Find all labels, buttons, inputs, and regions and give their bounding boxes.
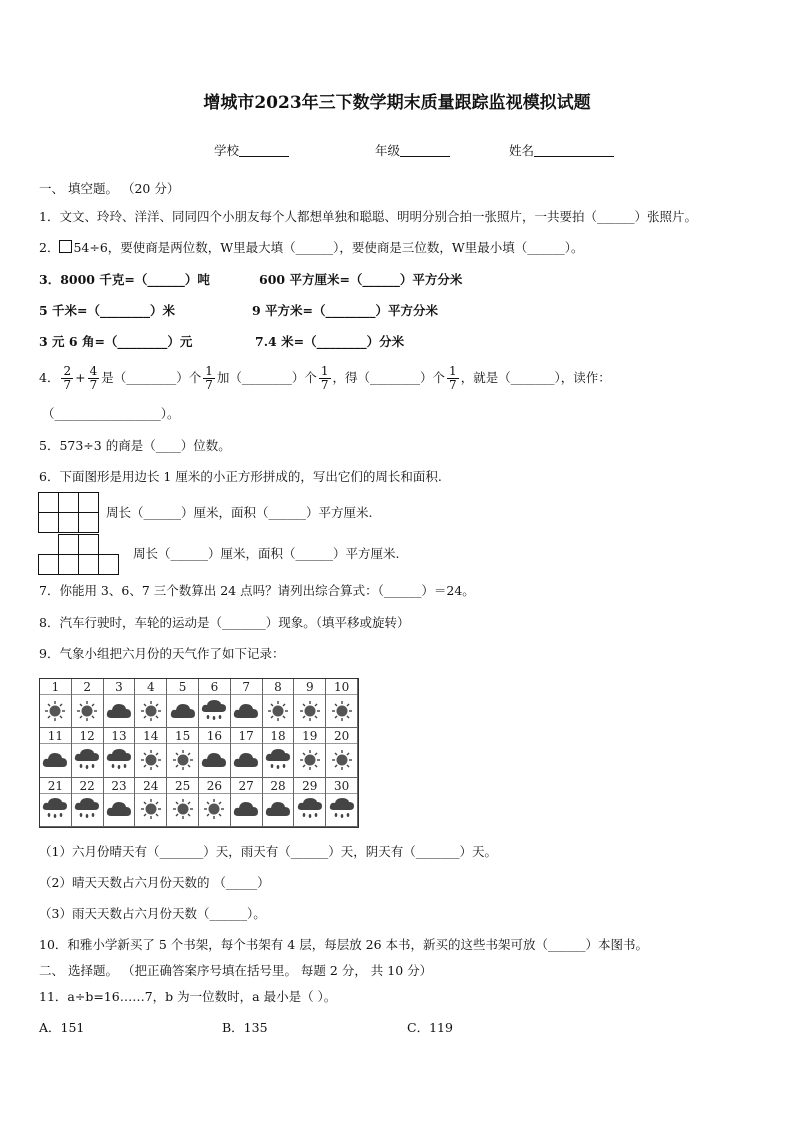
cloud-icon: [263, 793, 294, 826]
weather-day-number: 7: [231, 680, 262, 695]
weather-day-cell: [326, 679, 358, 728]
weather-day-number: 15: [167, 729, 198, 744]
weather-day-number: 22: [72, 779, 103, 794]
sun-icon: [199, 793, 230, 826]
sun-icon: [326, 694, 357, 727]
weather-day-number: 27: [231, 779, 262, 794]
sun-icon: [167, 793, 198, 826]
weather-day-number: 13: [104, 729, 135, 744]
q3-row1-left: 3．8000 千克=（______）吨: [39, 272, 210, 287]
grid-square: [39, 513, 59, 533]
weather-day-cell: [40, 778, 72, 827]
q3-row1-right: 600 平方厘米=（______）平方分米: [259, 272, 463, 287]
sun-icon: [135, 694, 166, 727]
plus-sign: +: [75, 370, 86, 385]
grid-square: [59, 535, 79, 555]
weather-day-cell: [294, 679, 326, 728]
school-label: 学校: [214, 143, 240, 158]
rain-icon: [72, 793, 103, 826]
grid-square: [39, 493, 59, 513]
rain-icon: [40, 793, 71, 826]
sun-icon: [294, 743, 325, 776]
q3-row3-right: 7.4 米=（________）分米: [255, 334, 405, 349]
q4-text-4: ，就是（_______），读作：: [460, 370, 611, 385]
section1-heading: 一、 填空题。 （20 分）: [39, 181, 180, 196]
shape-1-grid: [38, 492, 99, 533]
q4-text-2: 加（________）个: [216, 370, 317, 385]
cloud-icon: [40, 743, 71, 776]
q3-row2-left: 5 千米=（________）米: [39, 303, 176, 318]
weather-day-number: 19: [294, 729, 325, 744]
q4-text-3: ，得（________）个: [332, 370, 446, 385]
weather-day-cell: [72, 679, 104, 728]
weather-day-number: 26: [199, 779, 230, 794]
weather-day-number: 21: [40, 779, 71, 794]
sun-icon: [72, 694, 103, 727]
q4-text-1: 是（________）个: [101, 370, 202, 385]
weather-day-number: 2: [72, 680, 103, 695]
cloud-icon: [231, 743, 262, 776]
shape-2-answer: 周长（______）厘米，面积（______）平方厘米.: [133, 546, 400, 561]
section2-heading: 二、 选择题。 （把正确答案序号填在括号里。 每题 2 分， 共 10 分）: [39, 963, 433, 978]
question-9: 9．气象小组把六月份的天气作了如下记录：: [39, 646, 285, 661]
weather-day-number: 4: [135, 680, 166, 695]
rain-icon: [199, 694, 230, 727]
weather-day-cell: [40, 679, 72, 728]
weather-day-number: 10: [326, 680, 357, 695]
question-5: 5．573÷3 的商是（____）位数。: [39, 438, 231, 453]
weather-day-number: 6: [199, 680, 230, 695]
fraction-1-7: $\frac{1}{7}$: [205, 363, 213, 392]
weather-day-number: 1: [40, 680, 71, 695]
weather-day-number: 11: [40, 729, 71, 744]
weather-day-number: 16: [199, 729, 230, 744]
sun-icon: [263, 694, 294, 727]
weather-day-number: 25: [167, 779, 198, 794]
grid-square: [79, 555, 99, 575]
question-11: 11．a÷b=16……7，b 为一位数时，a 最小是（ ）。: [39, 989, 337, 1004]
rain-icon: [294, 793, 325, 826]
question-2: [39, 240, 583, 256]
rain-icon: [104, 743, 135, 776]
grid-square: [79, 535, 99, 555]
fraction-4-7: $\frac{4}{7}$: [89, 363, 98, 392]
weather-day-cell: [199, 679, 231, 728]
weather-day-cell: [135, 728, 167, 777]
shape-2-grid: [38, 534, 119, 575]
weather-day-cell: [72, 778, 104, 827]
q9-sub1: （1）六月份晴天有（_______）天，雨天有（______）天，阴天有（_______）天。: [39, 844, 497, 859]
weather-day-number: 24: [135, 779, 166, 794]
grid-square: [39, 555, 59, 575]
q3-row2-right: 9 平方米=（________）平方分米: [252, 303, 439, 318]
q4-number: 4．: [39, 370, 60, 385]
weather-day-cell: [294, 778, 326, 827]
option-a[interactable]: A．151: [39, 1020, 85, 1035]
weather-day-cell: [263, 778, 295, 827]
weather-day-number: 18: [263, 729, 294, 744]
school-field[interactable]: [214, 141, 289, 159]
weather-day-cell: [72, 728, 104, 777]
q9-sub2: （2）晴天天数占六月份天数的 （_____）: [39, 875, 270, 890]
weather-day-number: 23: [104, 779, 135, 794]
weather-day-cell: [263, 728, 295, 777]
cloud-icon: [199, 743, 230, 776]
question-6: 6．下面图形是用边长 1 厘米的小正方形拼成的，写出它们的周长和面积.: [39, 469, 442, 484]
grid-square: [59, 493, 79, 513]
weather-day-cell: [199, 778, 231, 827]
weather-day-number: 12: [72, 729, 103, 744]
cloud-icon: [231, 694, 262, 727]
q4-line2: （_________________）。: [42, 406, 180, 421]
question-1: 1．文文、玲玲、洋洋、同同四个小朋友每个人都想单独和聪聪、明明分别合拍一张照片，一共要拍（______）张照片。: [39, 209, 697, 224]
weather-day-cell: [104, 679, 136, 728]
option-b[interactable]: B．135: [222, 1020, 268, 1035]
school-blank[interactable]: [239, 144, 289, 157]
question-7: 7．你能用 3、6、7 三个数算出 24 点吗？请列出综合算式：（______）＝24。: [39, 583, 475, 598]
option-c[interactable]: C．119: [407, 1020, 453, 1035]
rain-icon: [72, 743, 103, 776]
cloud-icon: [104, 793, 135, 826]
cloud-icon: [167, 694, 198, 727]
grade-label: 年级: [375, 143, 401, 158]
question-4: [39, 362, 611, 394]
grade-blank[interactable]: [400, 144, 450, 157]
grid-square: [79, 493, 99, 513]
weather-day-cell: [104, 728, 136, 777]
sun-icon: [135, 743, 166, 776]
question-10: 10．和雅小学新买了 5 个书架，每个书架有 4 层，每层放 26 本书，新买的这些书架可放（______）本图书。: [39, 937, 649, 952]
q3-row3-left: 3 元 6 角=（________）元: [39, 334, 193, 349]
grid-square: [59, 513, 79, 533]
weather-day-cell: [40, 728, 72, 777]
name-blank[interactable]: [534, 144, 614, 157]
sun-icon: [135, 793, 166, 826]
weather-day-number: 17: [231, 729, 262, 744]
weather-day-cell: [326, 728, 358, 777]
sun-icon: [167, 743, 198, 776]
weather-table: [39, 678, 359, 828]
shape-1-answer: 周长（______）厘米，面积（______）平方厘米.: [106, 505, 373, 520]
rain-icon: [263, 743, 294, 776]
grid-square: [99, 555, 119, 575]
weather-day-cell: [167, 778, 199, 827]
grade-field[interactable]: [375, 141, 450, 159]
sun-icon: [326, 743, 357, 776]
fraction-2-7: $\frac{2}{7}$: [63, 363, 72, 392]
weather-day-number: 3: [104, 680, 135, 695]
weather-day-cell: [326, 778, 358, 827]
weather-day-cell: [135, 679, 167, 728]
weather-day-number: 29: [294, 779, 325, 794]
weather-day-cell: [231, 728, 263, 777]
blank-square-icon: [59, 240, 72, 253]
weather-day-number: 14: [135, 729, 166, 744]
weather-day-number: 20: [326, 729, 357, 744]
fraction-1-7: $\frac{1}{7}$: [320, 363, 329, 392]
sun-icon: [40, 694, 71, 727]
weather-day-number: 5: [167, 680, 198, 695]
weather-day-number: 28: [263, 779, 294, 794]
question-8: 8．汽车行驶时，车轮的运动是（_______）现象。（填平移或旋转）: [39, 615, 410, 630]
cloud-icon: [231, 793, 262, 826]
weather-day-number: 30: [326, 779, 357, 794]
weather-day-number: 8: [263, 680, 294, 695]
page-title: 增城市2023年三下数学期末质量跟踪监视模拟试题: [203, 93, 591, 113]
weather-day-cell: [231, 778, 263, 827]
weather-day-cell: [231, 679, 263, 728]
name-field[interactable]: [509, 141, 614, 159]
weather-day-cell: [167, 728, 199, 777]
grid-square: [59, 555, 79, 575]
rain-icon: [326, 793, 357, 826]
weather-day-cell: [135, 778, 167, 827]
q2-number: 2．: [39, 240, 60, 255]
cloud-icon: [104, 694, 135, 727]
q9-sub3: （3）雨天天数占六月份天数（______）。: [39, 906, 266, 921]
weather-day-cell: [294, 728, 326, 777]
weather-day-cell: [167, 679, 199, 728]
weather-day-cell: [199, 728, 231, 777]
fraction-1-7: $\frac{1}{7}$: [449, 363, 457, 392]
grid-square: [79, 513, 99, 533]
weather-day-number: 9: [294, 680, 325, 695]
sun-icon: [294, 694, 325, 727]
q2-text: 54÷6，要使商是两位数，W里最大填（______），要使商是三位数，W里最小填（______）。: [73, 240, 584, 255]
weather-day-cell: [263, 679, 295, 728]
weather-day-cell: [104, 778, 136, 827]
name-label: 姓名: [509, 143, 535, 158]
